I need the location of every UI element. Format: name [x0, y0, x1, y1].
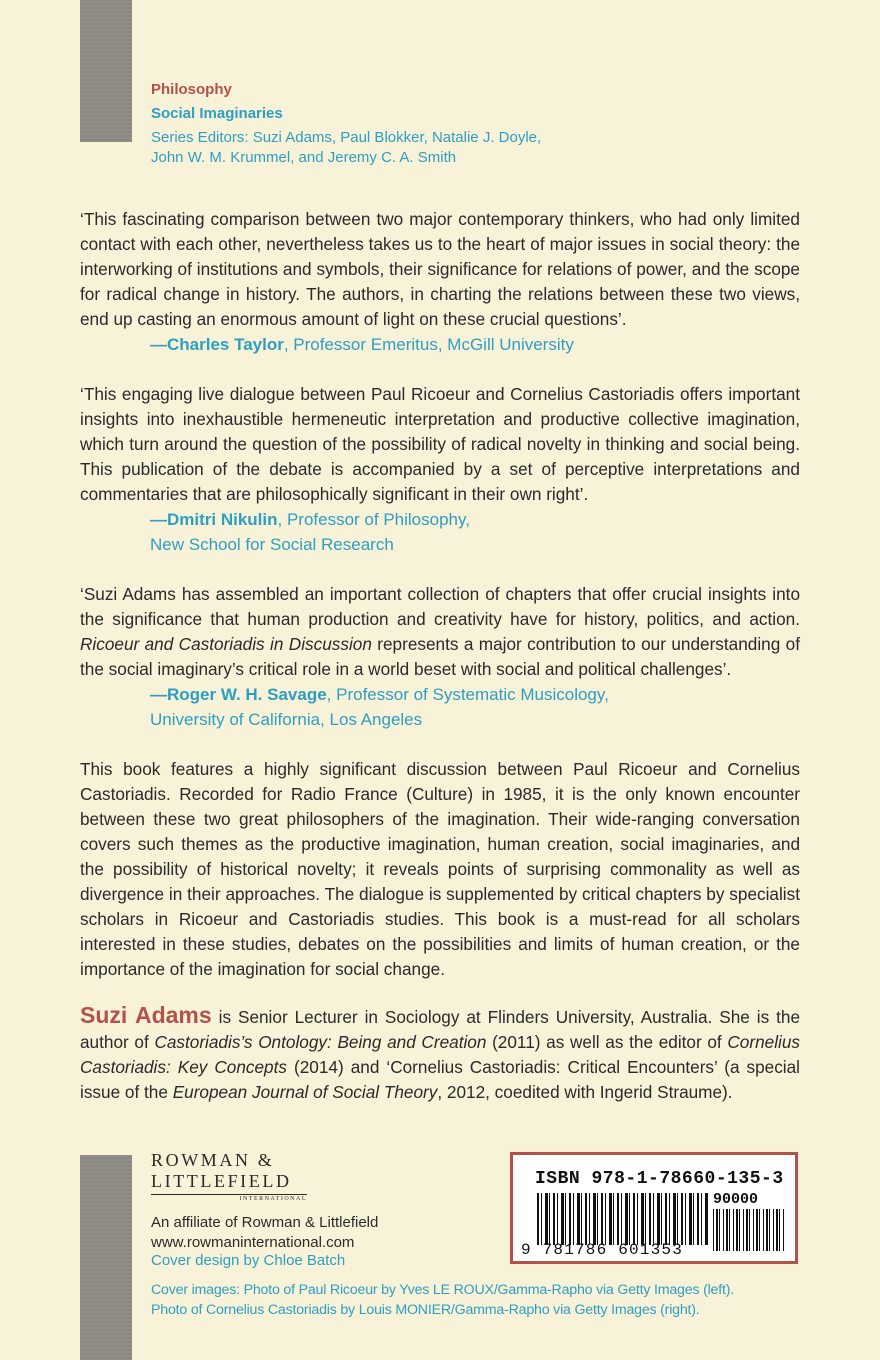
quote-affiliation-line2: University of California, Los Angeles: [150, 710, 423, 729]
publisher-logo: [151, 1150, 378, 1203]
endorsement-quote-3: [80, 582, 800, 732]
quote-attribution: [150, 507, 800, 532]
quote-attribution: [150, 682, 800, 707]
bio-text: (2011) as well as the editor of: [486, 1032, 728, 1052]
publisher-website: www.rowmaninternational.com: [151, 1234, 355, 1251]
endorsement-quote-2: [80, 382, 800, 557]
quote-attribution: [150, 332, 800, 357]
author-bio: [80, 1003, 800, 1105]
bio-text: (2014) and ‘Cornelius Castoriadis: Critical Encounters’ (a special issue of the: [80, 1057, 801, 1102]
quote-author: —Roger W. H. Savage: [150, 685, 327, 704]
barcode-addon-bars: [713, 1209, 785, 1251]
decorative-stripe-top: [80, 0, 132, 142]
barcode-number: 9 781786 601353: [521, 1241, 684, 1259]
barcode-main-bars: [537, 1193, 709, 1245]
bio-text: is Senior Lecturer in Sociology at Flinders University, Australia. She is the author of: [80, 1007, 801, 1052]
quote-affiliation: , Professor Emeritus, McGill University: [283, 335, 574, 354]
decorative-stripe-bottom: [80, 1155, 132, 1360]
publisher-block: [151, 1150, 378, 1253]
series-editors-line2: John W. M. Krummel, and Jeremy C. A. Smith: [151, 149, 457, 166]
publisher-affiliate: An affiliate of Rowman & Littlefield: [151, 1214, 379, 1231]
quote-text-part2: represents a major contribution to our understanding of the social imaginary’s critical role in a world beset with social and political challenges’.: [80, 634, 800, 679]
bio-text: , 2012, coedited with Ingerid Straume).: [437, 1082, 733, 1102]
cover-images-line1: Cover images: Photo of Paul Ricoeur by Yves LE ROUX/Gamma-Rapho via Getty Images (left).: [151, 1282, 734, 1298]
logo-line1: ROWMAN &: [151, 1150, 275, 1170]
quote-author: —Charles Taylor: [150, 335, 284, 354]
bio-title: Castoriadis’s Ontology: Being and Creation: [154, 1032, 487, 1052]
series-info: [151, 78, 541, 168]
author-name: Suzi Adams: [80, 1002, 212, 1028]
quote-author: —Dmitri Nikulin: [150, 510, 278, 529]
quote-affiliation: , Professor of Philosophy,: [277, 510, 470, 529]
quote-text: ‘This fascinating comparison between two major contemporary thinkers, who had only limited contact with each other, nevertheless takes us to the heart of major issues in social theory: the interworking of institutions and symbols, their significance for relations of power, and the scope for radical change in history. The authors, in charting the relations between these two views, end up casting an enormous amount of light on these crucial questions’.: [80, 209, 800, 329]
bio-title: European Journal of Social Theory: [172, 1082, 438, 1102]
cover-design-credit: Cover design by Chloe Batch: [151, 1252, 346, 1269]
book-title-italic: Ricoeur and Castoriadis in Discussion: [80, 634, 372, 654]
series-category: Philosophy: [151, 81, 232, 98]
bio-title: Cornelius Castoriadis: Key Concepts: [80, 1032, 800, 1077]
series-name: Social Imaginaries: [151, 105, 283, 122]
cover-images-credit: [151, 1280, 734, 1320]
barcode: [510, 1152, 798, 1264]
publisher-info: [151, 1213, 378, 1253]
price-code: 90000: [713, 1191, 759, 1208]
cover-images-line2: Photo of Cornelius Castoriadis by Louis MONIER/Gamma-Rapho via Getty Images (right).: [151, 1302, 700, 1318]
isbn-text: ISBN 978-1-78660-135-3: [535, 1169, 784, 1189]
logo-line2: LITTLEFIELD: [151, 1171, 292, 1191]
quote-text: ‘This engaging live dialogue between Paul Ricoeur and Cornelius Castoriadis offers important insights into inexhaustible hermeneutic interpretation and productive collective imagination, which turn around the question of the possibility of radical novelty in thinking and social being. This publication of the debate is accompanied by a set of perceptive interpretations and commentaries that are philosophically significant in their own right’.: [80, 384, 800, 504]
quote-affiliation: , Professor of Systematic Musicology,: [326, 685, 609, 704]
book-description: This book features a highly significant discussion between Paul Ricoeur and Cornelius Castoriadis. Recorded for Radio France (Culture) in 1985, it is the only known encounter between these two great philosophers of the imagination. Their wide-ranging conversation covers such themes as the productive imagination, human creation, social imaginaries, and the possibility of historical novelty; it reveals points of surprising commonality as well as divergence in their approaches. The dialogue is supplemented by critical chapters by specialist scholars in Ricoeur and Castoriadis studies. This book is a must-read for all scholars interested in these studies, debates on the possibilities and limits of human creation, or the importance of the imagination for social change.: [80, 759, 800, 979]
quote-affiliation-line2: New School for Social Research: [150, 535, 394, 554]
quote-text-part1: ‘Suzi Adams has assembled an important collection of chapters that offer crucial insights into the significance that human production and creativity have for history, politics, and action.: [80, 584, 800, 629]
series-editors: [151, 128, 541, 168]
endorsement-quote-1: [80, 207, 800, 357]
logo-line3: INTERNATIONAL: [151, 1194, 307, 1203]
series-editors-line1: Series Editors: Suzi Adams, Paul Blokker, Natalie J. Doyle,: [151, 129, 542, 146]
quote-text: [80, 582, 800, 682]
